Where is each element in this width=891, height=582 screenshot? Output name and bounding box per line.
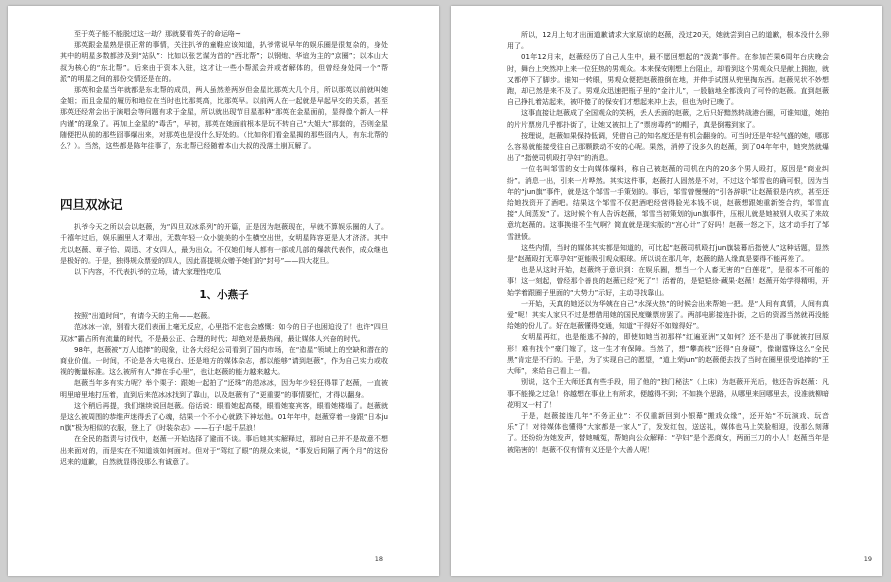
paragraph: 于是，赵薇接连几年“不务正业”：不仅重新回到小银幕“搬戏众缘”，还开始“不玩演戏、玩音乐”了！对待媒体也懂得“大家都是一家人”了，发发红包，送送礼，媒体也马上笑脸相迎，没那么刻薄了。还纷纷为她发声，替她喊冤，帮她向公众解释：“孕妇”是个恶商女，两面三刀的小人！赵薇当年是被陷害的！赵薇不仅有情有义还是个大善人呢！ [507, 411, 829, 454]
paragraph: 以下内容，不代表扒爷的立场，请大家理性吃瓜 [74, 268, 221, 277]
paragraph: 01年12月末，赵薇经历了自己人生中，最不愿回想起的“泼粪”事件。在参加芒果6周年台庆晚会时，舞台上突然冲上来一位狂热的男观众。本来保安刚想上台阻止，却看到这个男观众只是献上拥抱，就又都停下了脚步。谁知一转眼，男观众便把赵薇推倒在地，并伸手试图从兜里掏东西。赵薇见状不妙想跑，却已然是来不及了。男观众迅速把瓶子里的“金汁儿”，一股脑地全都泼向了可怜的赵薇。直到赵薇自己挣扎着站起来，被吓傻了的保安们才想起来冲上去，但也为时已晚了。 [507, 53, 829, 107]
paragraph: 范冰冰一凉，别看大花们表面上毫无反应，心里指不定也会感慨：如今的日子也困迫没了！也许“四旦双冰”霸占所有流量的时代，不是最公正、合理的时代；却绝对是最热闹，最让媒体人兴奋的时代。 [60, 323, 388, 343]
paragraph: 一开始，天真的她还以为华姨在自己“水深火热”的时候会出来帮她一把。是“人间有真情，人间有真爱”呢！其实人家只不过是想借用她的国民度赚票房罢了。两部电影接连扑街，之后的资源当然就再没能给她的份儿了。好在赵薇懂得变通，知道“干得好不如嫁得好”。 [507, 299, 829, 331]
paragraph: 按理说，赵薇如果保持低调，凭借自己的知名度还是有机会翻身的。可当时还是年轻气盛的她，哪那么容易就能接受往自己那颗跌动不安的心呢。果然，消停了没多久的赵薇，到了04年年中，她突然就爆出了“指使司机殴打孕妇”的消息。 [507, 131, 829, 163]
paragraph: 98年，赵薇被“万人追捧”的现象，让各大经纪公司看到了国内市场，在“造星”领域上的空缺和潜在的商业价值。一时间，不论是各大电视台、还是地方的媒体杂志，都以能够“请到赵薇”，作为自己实力或收视的衡量标准。这么被所有人“捧在手心里”，也让赵薇的能力越来越大。 [60, 345, 388, 377]
document-page-left [8, 6, 439, 576]
paragraph: 所以，12月上旬才出面道歉请求大家原谅的赵薇，没过20天，她就尝到自己的道歉，根本没什么卵用了。 [507, 31, 829, 51]
paragraph: 这事直接让赵薇成了全国观众的笑柄，丢人丢面的赵薇，之后只好黯然转战港台圈，可谁知道，她拍的片片票房几乎都扑街了，让她又被扣上了“票房毒药”的帽子，真是倒霉到家了。 [507, 109, 829, 129]
paragraph: 一位名叫邹雪的女士向媒体爆料，称自己被赵薇的司机在内的20多个男人殴打，原因是“商业纠纷”。消息一出，引来一片哗然。其实这件事，赵薇打人固然是不对，不过这个邹雪也的确可恨，因为当年的“jun旗”事件，就是这个邹雪一手策划的。事后，邹雪曾慢慢的“引各辞职”让赵薇很是内疚，甚至还给她找资开了酒吧。结果这个邹雪不仅把酒吧经营得脸光本钱不说，赵薇想跟她重新签合约，邹雪直接“人间蒸发”了。这时候个有人告诉赵薇，邹雪当初策划的jun旗事件，压根儿就是她被别人收买了来故意坑赵薇的。这事换谁不生气啊？简直就是现实版的“宫心计”了好吗！赵薇一怒之下，这才动手打了邹雪泄愤。 [507, 165, 829, 241]
paragraph: 也是从这时开始，赵薇终于意识到：在娱乐圈，想当一个人畜无害的“白莲花”，是很本不可能的事！这一刻起，曾经那个善良的赵薇已经“死了”！活着的，是铠铠徐·藏果·赵薇！赵薇开始学得精明，开始学着跟圈子里面的“大势力”示好，主动寻找靠山。 [507, 266, 829, 297]
page-content [507, 30, 829, 456]
subsection-title: 1、小燕子 [199, 289, 249, 302]
paragraph: 在全民的指责与讨伐中，赵薇一开始选择了避而不谈。事后她其实解释过，那时自己并不是故意不想出来面对的，而是实在不知道该如何面对。但对于“驾红了眼”的规众来说，“事发后间隔了两个月”的这份迟来的道歉，自然就显得没那么有诚意了。 [60, 435, 388, 466]
paragraph: 别说，这个王大师还真有些手段，用了他的“独门秘法”（上床）为赵薇开光后，他还告诉赵薇：凡事不能操之过急！你越想在事业上有所求，便越得不到；不如换个思路，从哪里来回哪里去，没准就柳暗花明又一村了！ [507, 378, 829, 409]
paragraph: 至于英子能不能脱过这一劫？那就要看英子的命运咯~ [74, 30, 241, 38]
paragraph: 赵薇当年多有实力呢？举个栗子：跟她一起拍了“还珠”的范冰冰，因为年少轻狂得罪了赵薇，一直被明里暗里地打压着，直到后来范冰冰找到了靠山，以及赵薇有了“更重要”的事情要忙，才得以翻身。 [60, 379, 388, 399]
page-number: 19 [863, 555, 872, 563]
paragraph: 按照“出道时间”，有请今天的主角——赵薇。 [74, 312, 215, 321]
paragraph: 那英和金星当年就都是东北帮的成员，两人虽然差两岁但金星比那英大几个月，所以那英以前就叫她金姐；而且金星的履历和地位在当时也比那英高，比那英早。以前两人在一起就是早起早交的关系，甚至那英还经常会出于演唱会等问题有求于金星，所以就出现节目星那种“那英在金星面前，显得像个新人一样内谨”的现象了。再加上金星的“毒舌”，早初，那英在她面前根本是玩不转自己“大姐大”那套的，否则金星随便把从前的那些囧事爆出来，对那英也是没什么好处的。（比如你们看金星揭的那些囧内人，有东北帮的么？）。当然，这些都是陈年往事了，东北帮已经随着本山大叔的没落土崩瓦解了。 [60, 86, 388, 151]
paragraph: 那英跟金星熟是很正常的事情，关注扒爷的童鞋应该知道，扒爷常说早年的娱乐圈是很复杂的，身处其中的明星多数都涉及到“站队”：比如以张艺谋为首的“西北帮”；以钢炮、华谊为主的“京圈”；以本山大叔为核心的“东北帮”。后来由于资本入驻，这才让一些小帮派会并或者解体的，但曾经身处同一个“帮派”的明星之间的那份交情还是在的。 [60, 41, 388, 83]
paragraph: 女明星再红，也是能逃不掉的，即使如她当初那样“红遍亚洲”又如何？还不是出了事就被打回原形！难有找个“豪门嫁了，这一生才有保障。当然了，想“攀高枝”还得“自身硬”，像谢霆锋这么“全民黑”肯定是不行的。于是，为了实现自己的愿望，“道上荣jun”的赵薇便去找了当时在圈里很受追捧的“王大师”，来给自己看上一看。 [507, 333, 829, 376]
page-content [60, 29, 388, 468]
paragraph: 扒爷今天之所以会以赵薇，为“四旦双冰系列”的开篇，正是因为赵薇现在，早就不算娱乐圈的人了。千禧年过后，娱乐圈里人才辈出，无数年轻一众小貌美的小生横空出世，女明星阵容更是人才济济。其中尤以赵薇、章子怡、周迅、才女四人，最为出众。不仅她们每人都有一部或几部的爆款代表作，成众继也是极好的。于是，独得规众票爱的四人，因此喜提规众赠予她们的“封号”——四大花旦。 [60, 223, 388, 265]
paragraph: 这个稍后再提，我们继续说回赵薇。俗话说：眼看她起高楼，眼看她宴宾客，眼看她楼塌了。赵薇就是这么被周围的恭维声迷得丢了心魂，结果一个不小心就跌下神坛他。01年年中，赵薇穿着一身跟“日本jun旗”极为相似的衣服，登上了《时装杂志》——石子!起千层浪！ [60, 401, 388, 433]
document-page-right [451, 6, 882, 576]
section-title: 四旦双冰记 [60, 197, 123, 213]
page-number: 18 [374, 555, 383, 563]
paragraph: 这些内情，当时的媒体其实都是知道的，可比起“赵薇司机殴打jun旗装幕后指使人”这种话题，显然是“赵薇殴打无辜孕妇”更能吸引观众眼球。所以说在那几年，赵薇的路人缘真是要得不能再差了。 [507, 243, 829, 264]
